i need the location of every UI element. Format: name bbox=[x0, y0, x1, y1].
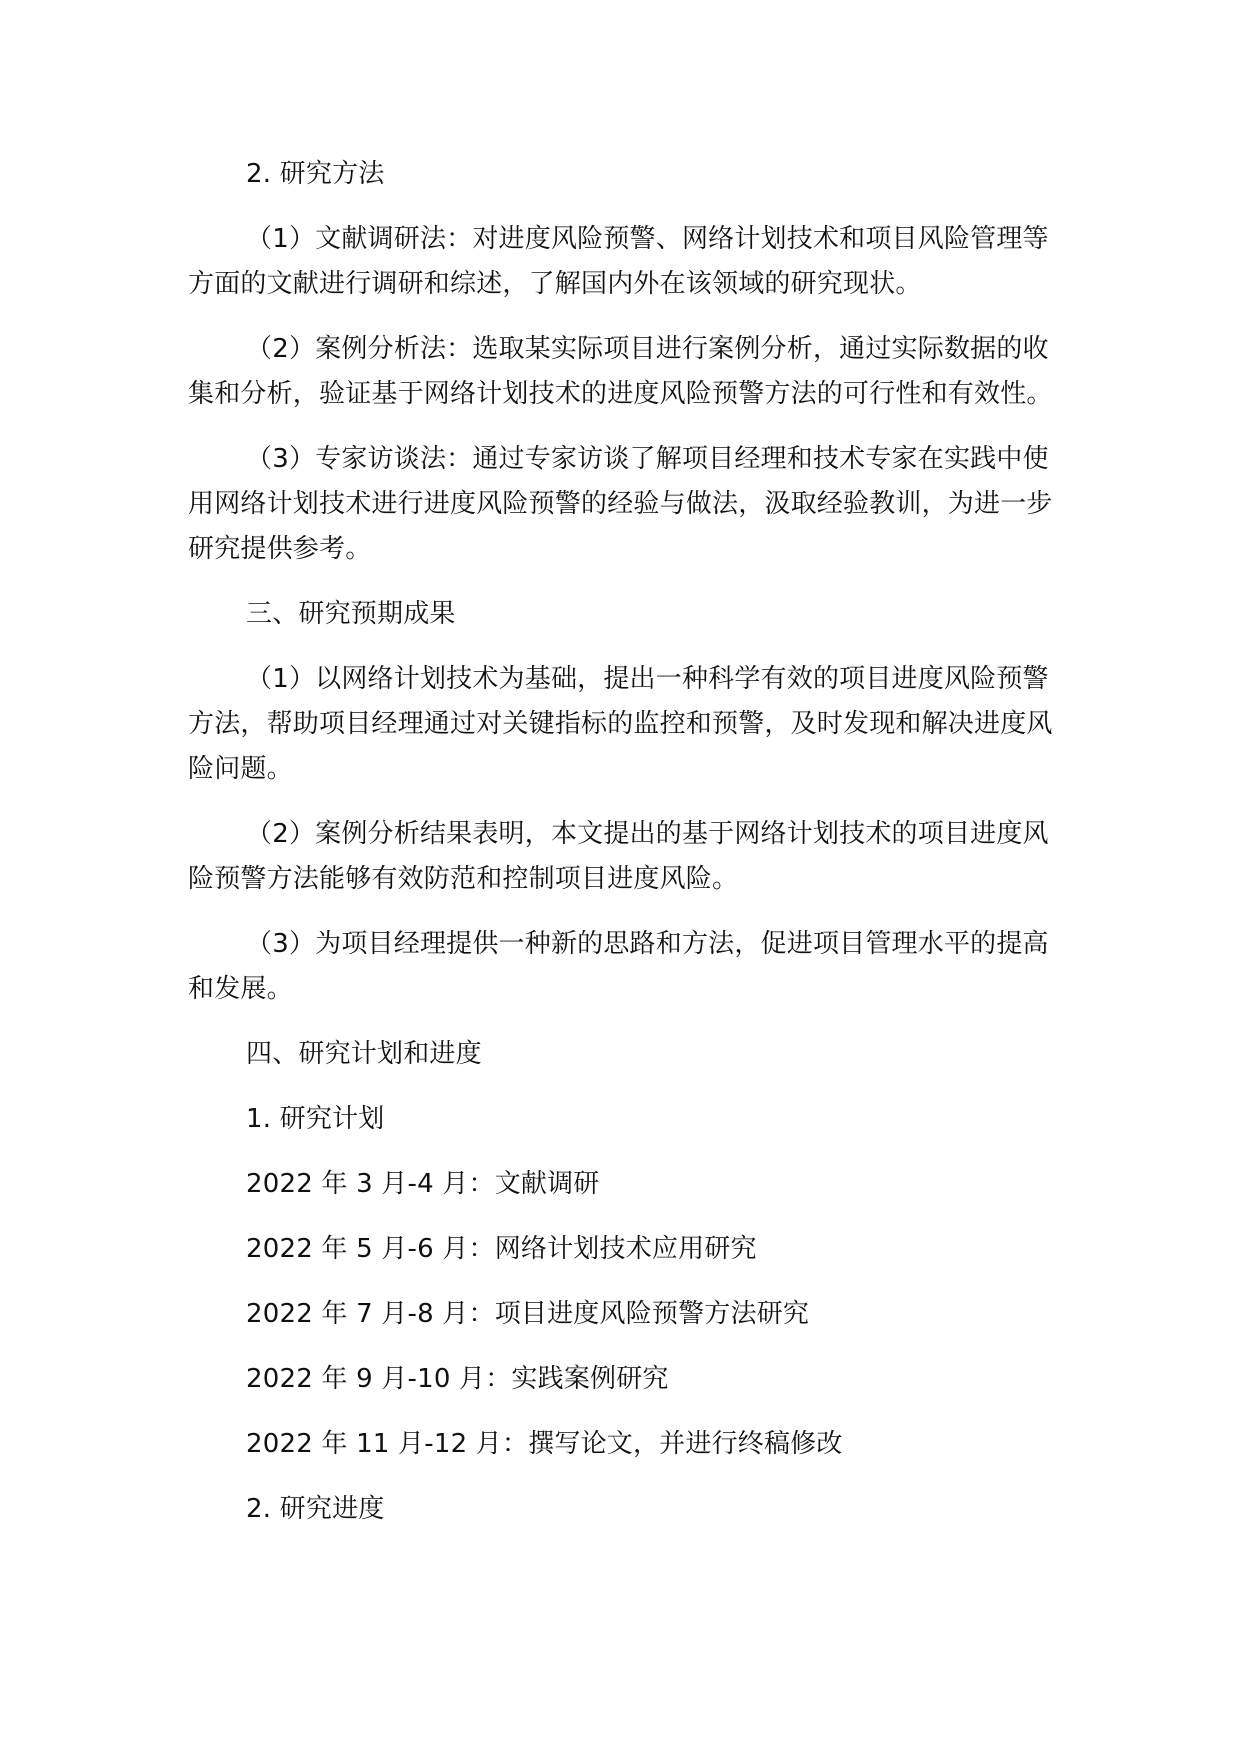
section-heading-expected-results: 三、研究预期成果 bbox=[246, 599, 456, 629]
paragraph-result-3: （3）为项目经理提供一种新的思路和方法，促进项目管理水平的提高和发展。 bbox=[188, 929, 1049, 1004]
subheading-research-progress: 2. 研究进度 bbox=[246, 1494, 385, 1524]
plan-item-5: 2022 年 11 月-12 月：撰写论文，并进行终稿修改 bbox=[246, 1429, 843, 1459]
paragraph-expert-interview-method: （3）专家访谈法：通过专家访谈了解项目经理和技术专家在实践中使用网络计划技术进行进度风险预警的经验与做法，汲取经验教训，为进一步研究提供参考。 bbox=[188, 444, 1053, 564]
plan-item-3: 2022 年 7 月-8 月：项目进度风险预警方法研究 bbox=[246, 1299, 810, 1329]
paragraph-literature-method: （1）文献调研法：对进度风险预警、网络计划技术和项目风险管理等方面的文献进行调研和综述，了解国内外在该领域的研究现状。 bbox=[188, 224, 1049, 299]
paragraph-result-2: （2）案例分析结果表明，本文提出的基于网络计划技术的项目进度风险预警方法能够有效防范和控制项目进度风险。 bbox=[188, 819, 1049, 894]
plan-item-2: 2022 年 5 月-6 月：网络计划技术应用研究 bbox=[246, 1234, 757, 1264]
paragraph-case-analysis-method: （2）案例分析法：选取某实际项目进行案例分析，通过实际数据的收集和分析，验证基于网络计划技术的进度风险预警方法的可行性和有效性。 bbox=[188, 334, 1053, 409]
section-heading-plan-and-progress: 四、研究计划和进度 bbox=[246, 1039, 482, 1069]
paragraph-result-1: （1）以网络计划技术为基础，提出一种科学有效的项目进度风险预警方法，帮助项目经理通过对关键指标的监控和预警，及时发现和解决进度风险问题。 bbox=[188, 664, 1053, 784]
plan-item-4: 2022 年 9 月-10 月：实践案例研究 bbox=[246, 1364, 669, 1394]
document-body bbox=[188, 152, 1058, 1552]
plan-item-1: 2022 年 3 月-4 月：文献调研 bbox=[246, 1169, 600, 1199]
subheading-research-plan: 1. 研究计划 bbox=[246, 1104, 385, 1134]
section-heading-research-methods: 2. 研究方法 bbox=[246, 159, 385, 189]
